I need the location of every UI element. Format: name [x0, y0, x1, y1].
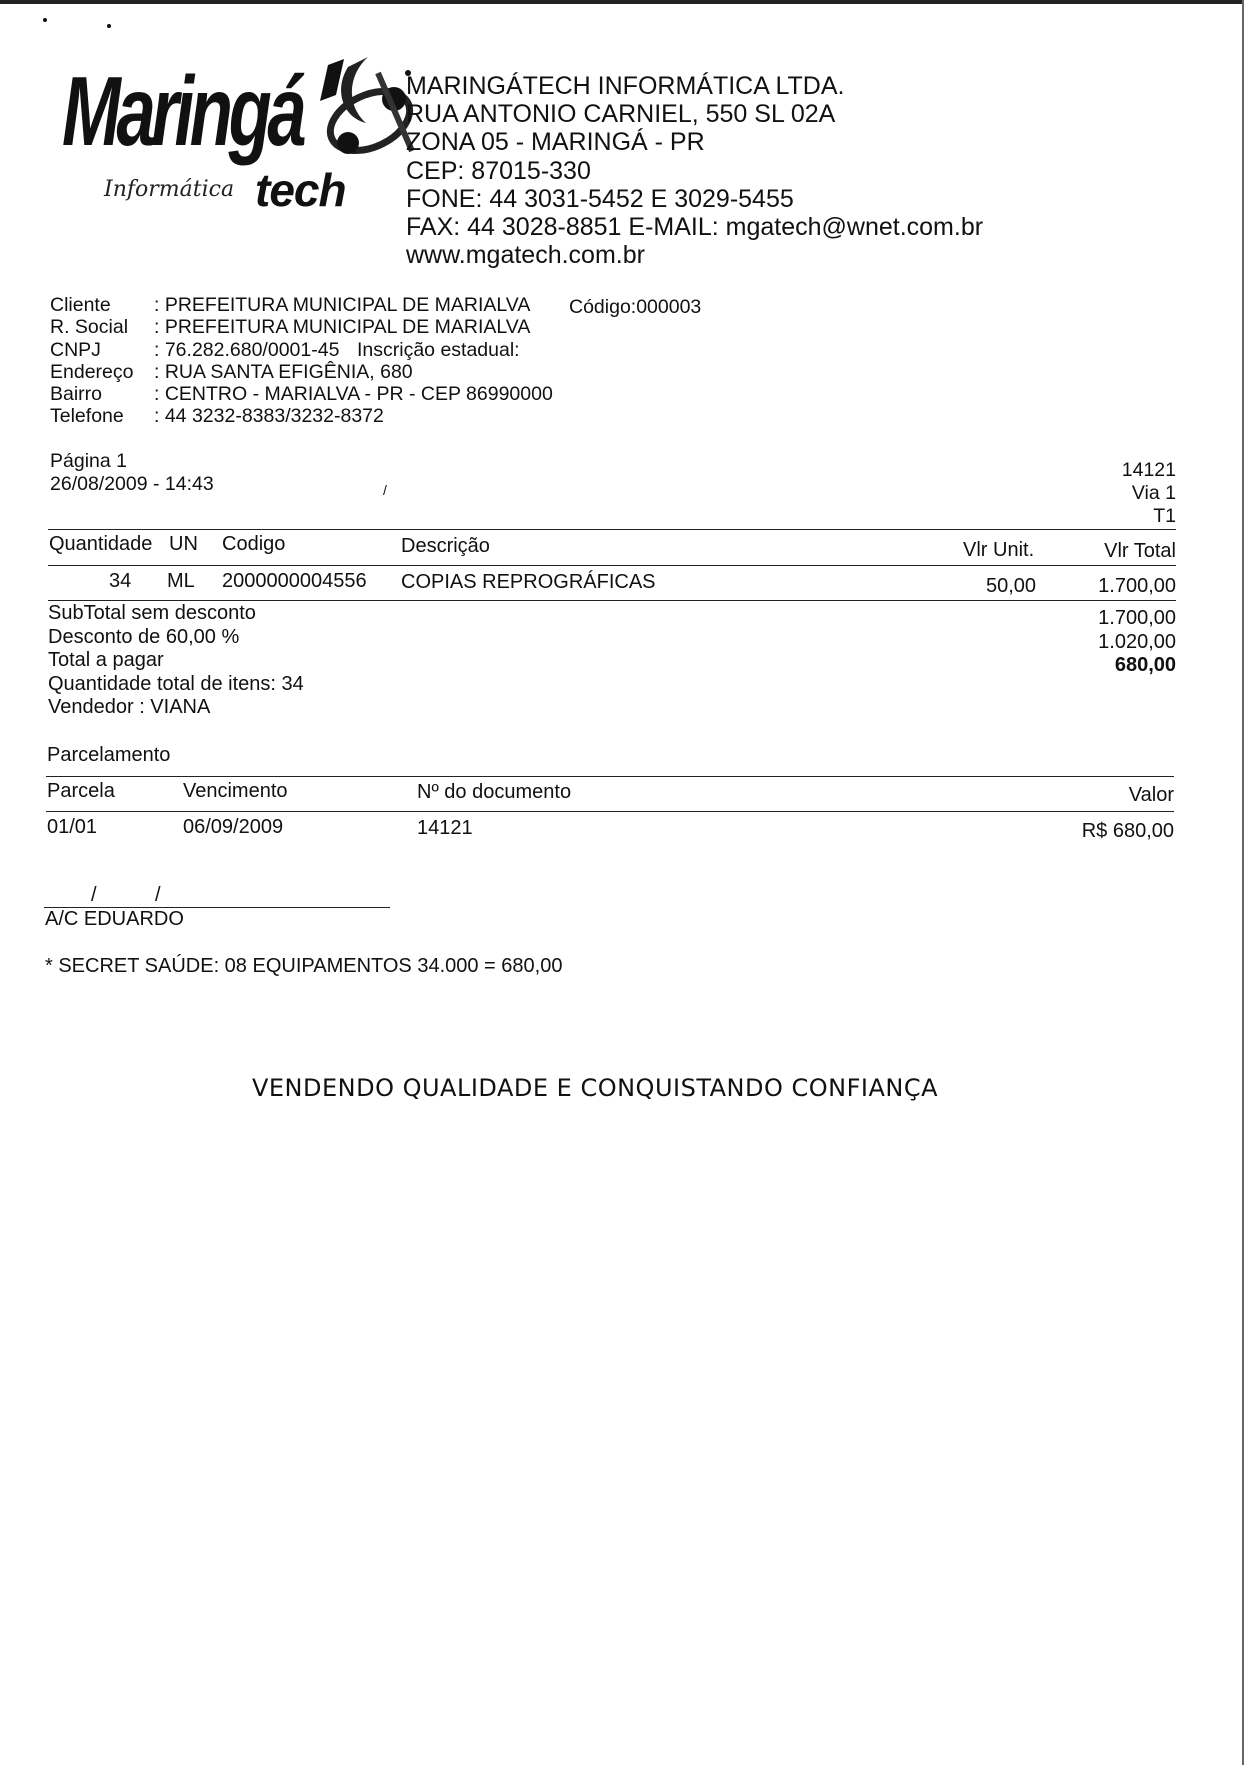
- discount-value: 1.020,00: [1098, 630, 1176, 653]
- handwritten-note: * SECRET SAÚDE: 08 EQUIPAMENTOS 34.000 = 680,00: [45, 955, 563, 977]
- client-label: Cliente: [50, 294, 111, 316]
- col-header-un: UN: [169, 533, 198, 555]
- installment-value: R$ 680,00: [1081, 820, 1174, 842]
- col-header-parcela: Parcela: [47, 780, 115, 802]
- row-code: 2000000004556: [222, 570, 367, 592]
- razao-label: R. Social: [50, 316, 129, 339]
- stray-mark: /: [383, 482, 387, 498]
- row-unit-price: 50,00: [986, 575, 1037, 597]
- totals-labels: [48, 602, 304, 720]
- endereco-label: Endereço: [50, 360, 134, 383]
- date-slash: /: [155, 884, 161, 906]
- col-header-valor: Valor: [1128, 784, 1174, 806]
- via-label: Via 1: [1131, 482, 1176, 504]
- col-header-vencimento: Vencimento: [183, 780, 288, 802]
- logo-emblem-icon: [308, 55, 418, 175]
- telefone-value: : 44 3232-8383/3232-8372: [154, 405, 384, 428]
- subtotal-value: 1.700,00: [1098, 607, 1176, 629]
- company-name: MARINGÁTECH INFORMÁTICA LTDA.: [406, 72, 845, 100]
- logo-sub-text: Informática: [104, 177, 235, 202]
- attention-label: A/C EDUARDO: [45, 908, 184, 930]
- installments-title: Parcelamento: [47, 744, 171, 766]
- endereco-value: : RUA SANTA EFIGÊNIA, 680: [154, 360, 413, 383]
- issue-datetime: 26/08/2009 - 14:43: [50, 473, 214, 495]
- razao-value: : PREFEITURA MUNICIPAL DE MARIALVA: [154, 316, 531, 339]
- col-header-total: Vlr Total: [1104, 540, 1176, 562]
- cnpj-value: : 76.282.680/0001-45: [154, 338, 340, 361]
- installment-due-date: 06/09/2009: [183, 816, 284, 838]
- subtotal-label: SubTotal sem desconto: [48, 602, 256, 624]
- company-fax-email: FAX: 44 3028-8851 E-MAIL: mgatech@wnet.com.br: [406, 213, 984, 242]
- company-cep: CEP: 87015-330: [406, 156, 591, 185]
- divider: [46, 811, 1174, 812]
- scan-speck: [43, 18, 47, 22]
- col-header-unit: Vlr Unit.: [963, 539, 1035, 561]
- col-header-documento: Nº do documento: [417, 781, 572, 803]
- installment-doc-number: 14121: [417, 817, 473, 839]
- logo-brand-word: Maringá: [62, 56, 303, 166]
- col-header-qty: Quantidade: [49, 533, 153, 555]
- item-count-label: Quantidade total de itens: 34: [48, 672, 304, 695]
- row-qty: 34: [109, 570, 132, 592]
- company-logo: [62, 55, 407, 225]
- total-value: 680,00: [1114, 654, 1176, 677]
- logo-tech-text: tech: [255, 164, 346, 216]
- col-header-code: Codigo: [222, 533, 286, 555]
- doc-number: 14121: [1121, 459, 1176, 481]
- bairro-value: : CENTRO - MARIALVA - PR - CEP 86990000: [154, 383, 553, 406]
- bairro-label: Bairro: [50, 383, 103, 406]
- seller-label: Vendedor : VIANA: [48, 696, 211, 719]
- meta-right: [1122, 459, 1176, 528]
- row-un: ML: [167, 570, 195, 592]
- cnpj-label: CNPJ: [50, 338, 101, 361]
- row-desc: COPIAS REPROGRÁFICAS: [401, 571, 656, 593]
- scan-edge-top: [0, 0, 1244, 4]
- divider: [46, 776, 1174, 777]
- date-slash: /: [91, 884, 97, 906]
- page-number: Página 1: [50, 450, 127, 472]
- company-website: www.mgatech.com.br: [406, 241, 645, 270]
- row-total: 1.700,00: [1098, 575, 1176, 597]
- meta-left: [50, 450, 214, 496]
- col-header-desc: Descrição: [401, 535, 490, 557]
- client-code: Código:000003: [569, 296, 702, 318]
- company-street: RUA ANTONIO CARNIEL, 550 SL 02A: [406, 100, 836, 129]
- divider: [48, 565, 1176, 566]
- total-label: Total a pagar: [48, 649, 164, 672]
- company-zone: ZONA 05 - MARINGÁ - PR: [406, 128, 705, 157]
- divider: [48, 600, 1176, 601]
- client-value: : PREFEITURA MUNICIPAL DE MARIALVA: [154, 294, 531, 316]
- scan-speck: [107, 24, 111, 28]
- divider: [48, 529, 1176, 530]
- company-header: [406, 72, 983, 269]
- slogan: VENDENDO QUALIDADE E CONQUISTANDO CONFIANÇA: [251, 1074, 939, 1102]
- installment-number: 01/01: [47, 816, 98, 838]
- totals-values: [1098, 607, 1176, 678]
- discount-label: Desconto de 60,00 %: [48, 625, 240, 648]
- inscricao-label: Inscrição estadual:: [357, 338, 520, 361]
- company-phone: FONE: 44 3031-5452 E 3029-5455: [406, 184, 794, 213]
- telefone-label: Telefone: [50, 405, 124, 428]
- terminal-label: T1: [1153, 505, 1176, 527]
